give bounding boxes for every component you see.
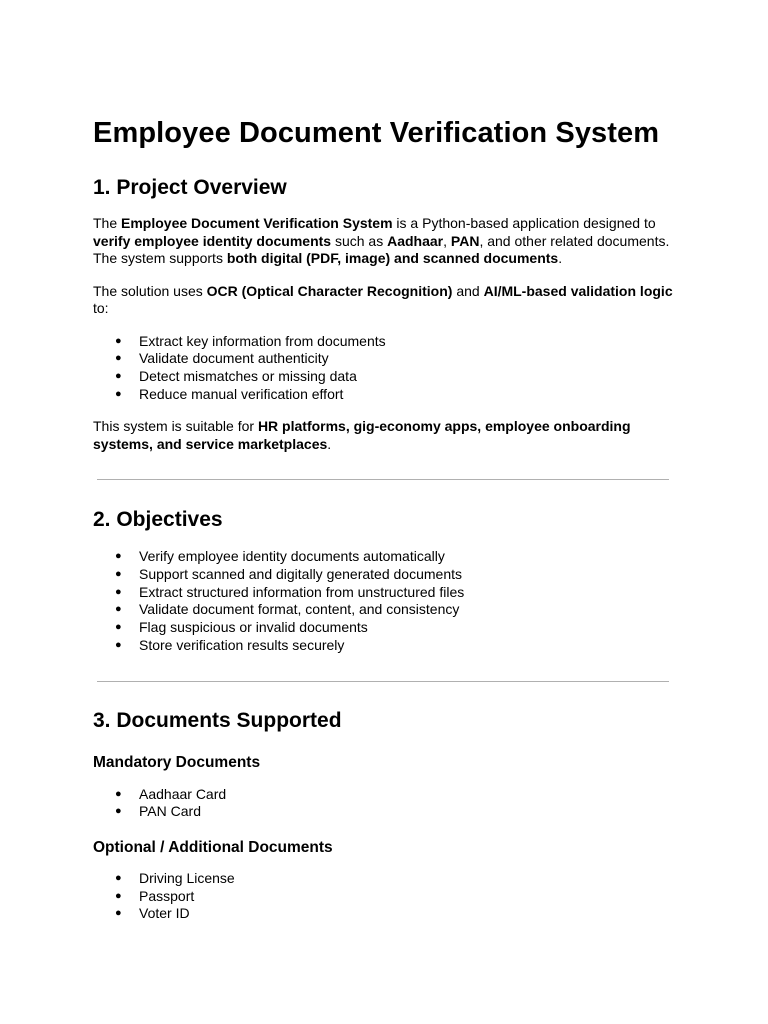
optional-documents-list [93, 870, 673, 923]
mandatory-documents-list [93, 786, 673, 821]
list-item: ● Reduce manual verification effort [93, 386, 673, 404]
list-item: ● Voter ID [93, 905, 673, 923]
list-item: ● Aadhaar Card [93, 786, 673, 804]
section-divider [97, 479, 669, 480]
section-divider [97, 681, 669, 682]
list-item: ● Verify employee identity documents automatically [93, 548, 673, 566]
list-item: ● Extract key information from documents [93, 333, 673, 351]
list-item: ● Detect mismatches or missing data [93, 368, 673, 386]
overview-paragraph-1: The Employee Document Verification System is a Python-based application designed to verify employee identity documents such as Aadhaar, PAN, and other related documents. The system supports both digital (PDF, image) and scanned documents. [93, 215, 670, 266]
document-title: Employee Document Verification System [93, 117, 660, 149]
objectives-bullet-list [93, 548, 673, 654]
list-item: ● Validate document format, content, and consistency [93, 601, 673, 619]
list-item: ● Support scanned and digitally generated documents [93, 566, 673, 584]
section-heading-overview: 1. Project Overview [93, 176, 287, 199]
list-item: ● Flag suspicious or invalid documents [93, 619, 673, 637]
document-content [93, 113, 673, 923]
overview-paragraph-2: The solution uses OCR (Optical Character Recognition) and AI/ML-based validation logic to: [93, 282, 673, 316]
list-item: ● PAN Card [93, 803, 673, 821]
list-item: ● Passport [93, 888, 673, 906]
subheading-mandatory-documents: Mandatory Documents [93, 753, 261, 771]
list-item: ● Store verification results securely [93, 637, 673, 655]
list-item: ● Driving License [93, 870, 673, 888]
list-item: ● Validate document authenticity [93, 350, 673, 368]
section-heading-objectives: 2. Objectives [93, 508, 223, 532]
section-heading-documents: 3. Documents Supported [93, 708, 342, 732]
subheading-optional-documents: Optional / Additional Documents [93, 838, 333, 856]
list-item: ● Extract structured information from unstructured files [93, 584, 673, 602]
overview-paragraph-3: This system is suitable for HR platforms, gig-economy apps, employee onboarding systems, and service marketplaces. [93, 418, 631, 452]
overview-bullet-list [93, 333, 673, 404]
